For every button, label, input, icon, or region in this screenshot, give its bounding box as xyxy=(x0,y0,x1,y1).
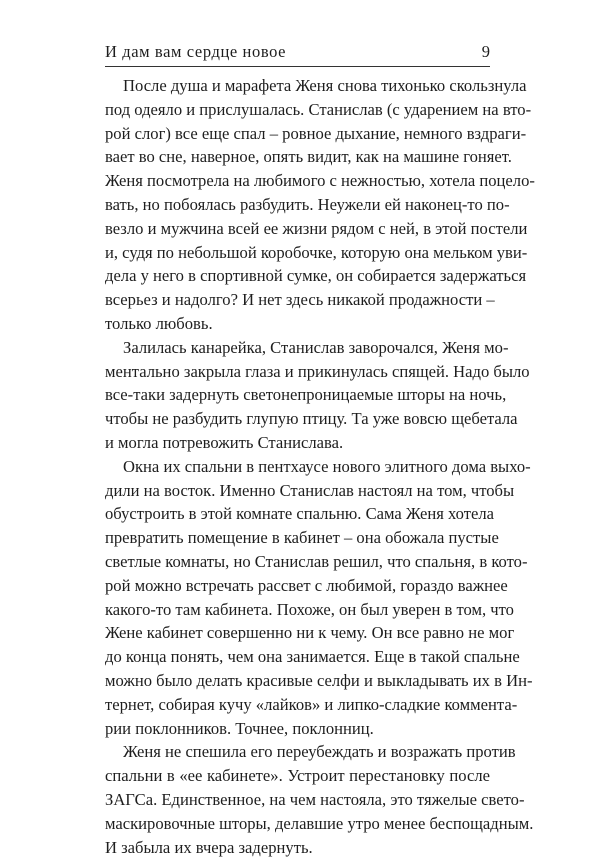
text-line: рии поклонников. Точнее, поклонниц. xyxy=(105,717,490,741)
text-line: Женя не спешила его переубеждать и возражать против xyxy=(105,740,490,764)
text-line: маскировочные шторы, делавшие утро менее беспощадным. xyxy=(105,812,490,836)
text-line: После душа и марафета Женя снова тихонько скользнула xyxy=(105,74,490,98)
text-line: И забыла их вчера задернуть. xyxy=(105,836,490,859)
paragraph xyxy=(105,455,490,741)
text-line: всерьез и надолго? И нет здесь никакой продажности – xyxy=(105,288,490,312)
text-line: везло и мужчина всей ее жизни рядом с ней, в этой постели xyxy=(105,217,490,241)
text-line: чтобы не разбудить глупую птицу. Та уже вовсю щебетала xyxy=(105,407,490,431)
text-line: превратить помещение в кабинет – она обожала пустые xyxy=(105,526,490,550)
text-line: рой слог) все еще спал – ровное дыхание, немного вздраги- xyxy=(105,122,490,146)
running-header xyxy=(105,40,490,64)
text-line: светлые комнаты, но Станислав решил, что спальня, в кото- xyxy=(105,550,490,574)
text-line: и могла потревожить Станислава. xyxy=(105,431,490,455)
text-line: только любовь. xyxy=(105,312,490,336)
text-line: Женя посмотрела на любимого с нежностью, хотела поцело- xyxy=(105,169,490,193)
text-line: и, судя по небольшой коробочке, которую она мельком уви- xyxy=(105,241,490,265)
paragraph xyxy=(105,740,490,859)
text-line: ЗАГСа. Единственное, на чем настояла, это тяжелые свето- xyxy=(105,788,490,812)
text-line: Окна их спальни в пентхаусе нового элитного дома выхо- xyxy=(105,455,490,479)
text-line: рой можно встречать рассвет с любимой, гораздо важнее xyxy=(105,574,490,598)
text-line: Залилась канарейка, Станислав заворочался, Женя мо- xyxy=(105,336,490,360)
page-number: 9 xyxy=(482,40,490,64)
text-line: обустроить в этой комнате спальню. Сама Женя хотела xyxy=(105,502,490,526)
text-line: какого-то там кабинета. Похоже, он был уверен в том, что xyxy=(105,598,490,622)
text-line: спальни в «ее кабинете». Устроит перестановку после xyxy=(105,764,490,788)
text-line: можно было делать красивые селфи и выкладывать их в Ин- xyxy=(105,669,490,693)
running-title: И дам вам сердце новое xyxy=(105,40,286,64)
text-line: вать, но побоялась разбудить. Неужели ей наконец-то по- xyxy=(105,193,490,217)
text-line: до конца понять, чем она занимается. Еще в такой спальне xyxy=(105,645,490,669)
text-line: ментально закрыла глаза и прикинулась спящей. Надо было xyxy=(105,360,490,384)
header-rule xyxy=(105,66,490,67)
text-line: тернет, собирая кучу «лайков» и липко-сладкие коммента- xyxy=(105,693,490,717)
body-text xyxy=(105,74,490,859)
text-line: под одеяло и прислушалась. Станислав (с ударением на вто- xyxy=(105,98,490,122)
text-line: дела у него в спортивной сумке, он собирается задержаться xyxy=(105,264,490,288)
text-line: все-таки задернуть светонепроницаемые шторы на ночь, xyxy=(105,383,490,407)
text-line: вает во сне, наверное, опять видит, как на машине гоняет. xyxy=(105,145,490,169)
paragraph xyxy=(105,74,490,336)
text-line: дили на восток. Именно Станислав настоял на том, чтобы xyxy=(105,479,490,503)
paragraph xyxy=(105,336,490,455)
text-line: Жене кабинет совершенно ни к чему. Он все равно не мог xyxy=(105,621,490,645)
